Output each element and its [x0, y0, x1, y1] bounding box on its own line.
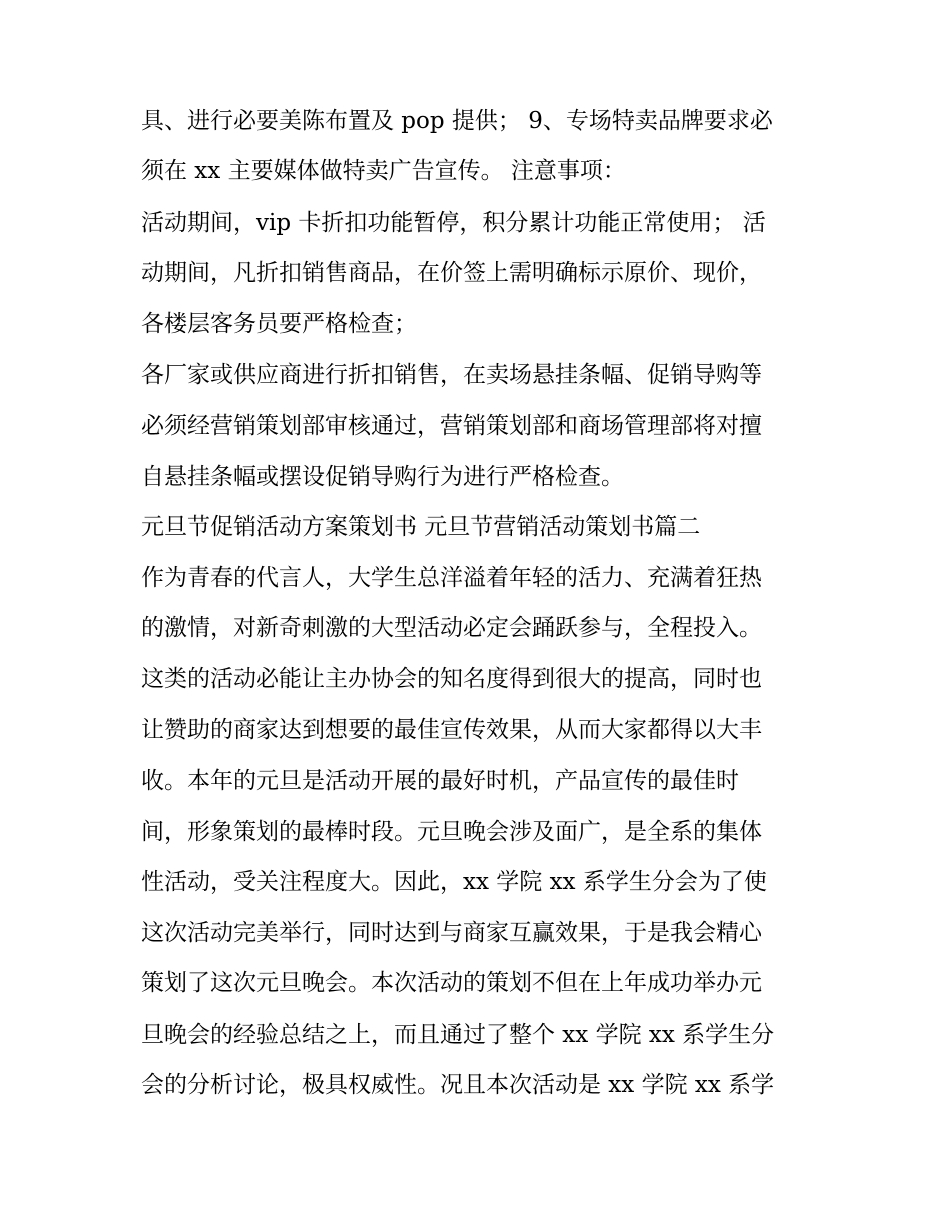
text-line: 策划了这次元旦晚会。本次活动的策划不但在上年成功举办元 — [141, 970, 762, 996]
text-line: 会的分析讨论，极具权威性。况且本次活动是 xx 学院 xx 系学 — [141, 1072, 775, 1098]
text-line: 各楼层客务员要严格检查； — [141, 311, 417, 337]
text-line: 各厂家或供应商进行折扣销售，在卖场悬挂条幅、促销导购等 — [141, 362, 762, 388]
text-line: 收。本年的元旦是活动开展的最好时机，产品宣传的最佳时 — [141, 768, 739, 794]
text-line: 这次活动完美举行，同时达到与商家互赢效果，于是我会精心 — [141, 920, 762, 946]
text-line: 让赞助的商家达到想要的最佳宣传效果，从而大家都得以大丰 — [141, 717, 762, 743]
text-line: 作为青春的代言人，大学生总洋溢着年轻的活力、充满着狂热 — [141, 565, 762, 591]
text-line: 性活动，受关注程度大。因此，xx 学院 xx 系学生分会为了使 — [141, 869, 767, 895]
text-line: 自悬挂条幅或摆设促销导购行为进行严格检查。 — [141, 464, 624, 490]
text-line: 活动期间，vip 卡折扣功能暂停，积分累计功能正常使用； 活 — [141, 210, 766, 236]
text-line: 必须经营销策划部审核通过，营销策划部和商场管理部将对擅 — [141, 413, 762, 439]
text-line: 须在 xx 主要媒体做特卖广告宣传。 注意事项： — [141, 158, 626, 184]
text-line: 这类的活动必能让主办协会的知名度得到很大的提高，同时也 — [141, 666, 762, 692]
text-line: 的激情，对新奇刺激的大型活动必定会踊跃参与，全程投入。 — [141, 615, 762, 641]
text-line: 动期间，凡折扣销售商品，在价签上需明确标示原价、现价， — [141, 260, 762, 286]
section-heading: 元旦节促销活动方案策划书 元旦节营销活动策划书篇二 — [141, 514, 701, 540]
text-line: 具、进行必要美陈布置及 pop 提供； 9、专场特卖品牌要求必 — [141, 108, 773, 134]
text-line: 间，形象策划的最棒时段。元旦晚会涉及面广，是全系的集体 — [141, 819, 762, 845]
text-line: 旦晚会的经验总结之上，而且通过了整个 xx 学院 xx 系学生分 — [141, 1022, 775, 1048]
